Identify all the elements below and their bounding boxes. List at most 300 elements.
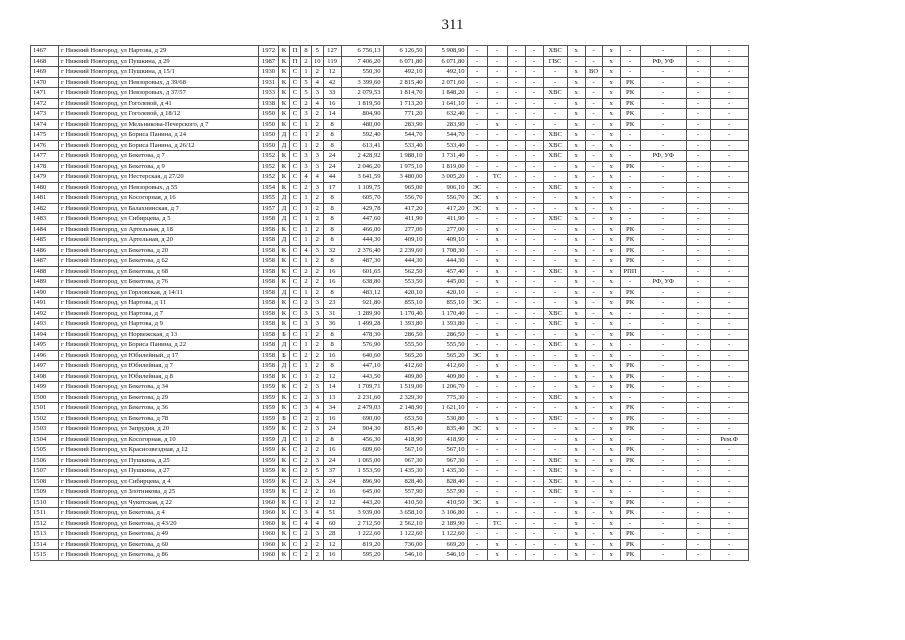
table-cell: х	[567, 203, 585, 214]
table-cell: -	[507, 508, 525, 519]
table-cell: 828,40	[383, 476, 425, 487]
table-cell: х	[602, 539, 620, 550]
table-cell: х	[602, 224, 620, 235]
table-cell: 277,00	[383, 224, 425, 235]
table-cell: -	[585, 245, 602, 256]
table-cell: -	[686, 476, 710, 487]
table-cell: -	[640, 98, 686, 109]
table-cell: х	[567, 277, 585, 288]
table-cell: 2 189,90	[425, 518, 467, 529]
table-cell: -	[640, 319, 686, 330]
table-cell: х	[602, 203, 620, 214]
table-cell: 8	[323, 287, 341, 298]
table-cell: г Нижний Новгород, ул Краснозвездная, д 12	[59, 445, 259, 456]
table-cell: 2	[312, 487, 324, 498]
table-cell: 8	[323, 193, 341, 204]
table-cell: -	[543, 67, 567, 78]
table-cell: х	[487, 203, 507, 214]
table-cell: РК	[620, 224, 640, 235]
table-cell: 1491	[31, 298, 59, 309]
table-cell: 418,90	[425, 434, 467, 445]
table-cell: 828,40	[425, 476, 467, 487]
table-cell: -	[585, 466, 602, 477]
table-cell: -	[467, 340, 487, 351]
table-cell: -	[620, 350, 640, 361]
table-cell: -	[686, 130, 710, 141]
table-row	[31, 445, 749, 456]
table-cell: -	[585, 413, 602, 424]
table-cell: -	[507, 256, 525, 267]
table-cell: 804,90	[341, 109, 383, 120]
table-cell: 2	[312, 67, 324, 78]
table-cell: -	[487, 476, 507, 487]
table-cell: 8	[323, 130, 341, 141]
table-cell: 1470	[31, 77, 59, 88]
table-cell: х	[602, 151, 620, 162]
table-cell: К	[279, 298, 290, 309]
table-row	[31, 424, 749, 435]
table-cell: К	[279, 476, 290, 487]
table-cell: К	[279, 518, 290, 529]
table-cell: г Нижний Новгород, ул Пушкина, д 25	[59, 455, 259, 466]
table-cell: -	[525, 161, 543, 172]
table-cell: -	[507, 424, 525, 435]
table-cell: 1490	[31, 287, 59, 298]
table-cell: -	[525, 382, 543, 393]
table-cell: ТС	[487, 172, 507, 183]
table-cell: 3	[312, 151, 324, 162]
table-cell: 1497	[31, 361, 59, 372]
table-cell: -	[686, 319, 710, 330]
table-cell: 4	[312, 172, 324, 183]
table-cell: -	[686, 424, 710, 435]
table-cell: -	[487, 298, 507, 309]
table-cell: 1950	[259, 109, 279, 120]
table-cell: -	[525, 466, 543, 477]
table-cell: -	[543, 161, 567, 172]
table-row	[31, 235, 749, 246]
table-cell: г Нижний Новгород, ул Запрудия, д 20	[59, 424, 259, 435]
table-cell: г Нижний Новгород, ул Бекетова, д 36	[59, 403, 259, 414]
table-cell: 1482	[31, 203, 59, 214]
table-cell: 2 148,90	[383, 403, 425, 414]
table-cell: -	[620, 182, 640, 193]
table-cell: 16	[323, 550, 341, 561]
table-cell: К	[279, 455, 290, 466]
table-cell: -	[525, 182, 543, 193]
table-cell: х	[487, 224, 507, 235]
table-cell: 1504	[31, 434, 59, 445]
table-cell: -	[686, 340, 710, 351]
table-cell: -	[710, 235, 748, 246]
table-cell: х	[567, 403, 585, 414]
table-cell: РК	[620, 161, 640, 172]
table-cell: -	[640, 497, 686, 508]
table-cell: 1468	[31, 56, 59, 67]
table-cell: -	[487, 445, 507, 456]
table-cell: х	[567, 151, 585, 162]
table-cell: х	[602, 182, 620, 193]
table-cell: 553,50	[383, 277, 425, 288]
table-cell: -	[620, 476, 640, 487]
table-cell: 1931	[259, 77, 279, 88]
table-cell: х	[602, 424, 620, 435]
table-cell: 1512	[31, 518, 59, 529]
table-cell: г Нижний Новгород, ул Бекетова, д 49	[59, 529, 259, 540]
table-cell: -	[507, 67, 525, 78]
table-cell: С	[290, 529, 301, 540]
table-cell: -	[640, 371, 686, 382]
table-cell: -	[585, 550, 602, 561]
table-cell: Б	[279, 329, 290, 340]
table-cell: РФ, УФ	[640, 151, 686, 162]
table-cell: С	[290, 466, 301, 477]
table-cell: 1514	[31, 539, 59, 550]
table-cell: -	[487, 109, 507, 120]
table-cell: -	[640, 67, 686, 78]
table-cell: 638,80	[341, 277, 383, 288]
table-cell: -	[467, 98, 487, 109]
table-cell: С	[290, 361, 301, 372]
table-cell: 4	[312, 508, 324, 519]
table-cell: 429,78	[341, 203, 383, 214]
table-cell: г Нижний Новгород, ул Косогорная, д 10	[59, 434, 259, 445]
table-cell: -	[640, 46, 686, 57]
table-cell: С	[290, 308, 301, 319]
table-cell: 1485	[31, 235, 59, 246]
table-cell: -	[640, 392, 686, 403]
table-cell: 1479	[31, 172, 59, 183]
table-cell: -	[507, 298, 525, 309]
table-cell: 8	[323, 203, 341, 214]
table-cell: х	[602, 119, 620, 130]
table-cell: 1 708,30	[425, 245, 467, 256]
table-row	[31, 67, 749, 78]
table-cell: -	[487, 67, 507, 78]
table-cell: -	[467, 329, 487, 340]
table-cell: 1	[301, 193, 312, 204]
table-cell: -	[487, 319, 507, 330]
table-cell: -	[525, 235, 543, 246]
table-cell: -	[525, 46, 543, 57]
table-cell: 1476	[31, 140, 59, 151]
table-cell: -	[507, 193, 525, 204]
table-cell: -	[525, 109, 543, 120]
table-cell: -	[620, 56, 640, 67]
table-cell: 1958	[259, 224, 279, 235]
table-cell: -	[686, 140, 710, 151]
table-cell: г Нижний Новгород, ул Бекетова, д 7	[59, 151, 259, 162]
table-cell: -	[507, 56, 525, 67]
table-cell: х	[567, 224, 585, 235]
table-cell: 1506	[31, 455, 59, 466]
table-cell: -	[487, 77, 507, 88]
table-cell: 28	[323, 529, 341, 540]
table-cell: 2 376,40	[341, 245, 383, 256]
table-row	[31, 382, 749, 393]
table-cell: 445,00	[425, 277, 467, 288]
table-cell: 6 071,80	[425, 56, 467, 67]
table-cell: 2 239,60	[383, 245, 425, 256]
table-cell: С	[290, 203, 301, 214]
table-cell: -	[507, 182, 525, 193]
table-cell: -	[620, 277, 640, 288]
table-cell: 2	[312, 413, 324, 424]
table-cell: 1930	[259, 67, 279, 78]
table-cell: 565,20	[383, 350, 425, 361]
table-cell: 1	[301, 329, 312, 340]
table-cell: х	[602, 256, 620, 267]
table-cell: 1	[301, 224, 312, 235]
table-cell: -	[525, 413, 543, 424]
table-cell: С	[290, 151, 301, 162]
table-cell: ЭС	[467, 203, 487, 214]
table-cell: 34	[323, 403, 341, 414]
table-cell: -	[640, 434, 686, 445]
table-cell: -	[543, 361, 567, 372]
table-cell: -	[686, 235, 710, 246]
table-cell: -	[543, 350, 567, 361]
table-cell: 8	[323, 256, 341, 267]
table-cell: 1502	[31, 413, 59, 424]
table-cell: 2	[312, 287, 324, 298]
table-cell: -	[487, 392, 507, 403]
table-cell: К	[279, 172, 290, 183]
table-cell: 456,30	[341, 434, 383, 445]
table-cell: -	[543, 77, 567, 88]
table-cell: х	[602, 508, 620, 519]
table-cell: 3	[301, 319, 312, 330]
table-cell: -	[543, 287, 567, 298]
table-cell: -	[525, 298, 543, 309]
table-cell: 3	[312, 392, 324, 403]
table-cell: ХВС	[543, 308, 567, 319]
table-cell: -	[525, 245, 543, 256]
table-row	[31, 298, 749, 309]
table-cell: 2	[301, 266, 312, 277]
table-cell: -	[686, 497, 710, 508]
table-cell: х	[567, 550, 585, 561]
table-cell: х	[567, 193, 585, 204]
table-cell: Б	[279, 413, 290, 424]
table-cell: 1960	[259, 539, 279, 550]
table-cell: -	[710, 245, 748, 256]
table-cell: К	[279, 256, 290, 267]
table-cell: К	[279, 109, 290, 120]
table-cell: С	[290, 382, 301, 393]
table-cell: 1	[301, 434, 312, 445]
table-cell: 1958	[259, 319, 279, 330]
table-cell: х	[602, 287, 620, 298]
table-cell: 1 393,80	[383, 319, 425, 330]
table-cell: -	[585, 329, 602, 340]
table-row	[31, 518, 749, 529]
table-cell: 492,10	[425, 67, 467, 78]
table-cell: 24	[323, 151, 341, 162]
table-cell: -	[525, 256, 543, 267]
table-cell: 835,40	[425, 424, 467, 435]
table-cell: -	[487, 403, 507, 414]
table-cell: С	[290, 98, 301, 109]
table-cell: РК	[620, 245, 640, 256]
table-cell: х	[567, 67, 585, 78]
table-cell: -	[686, 539, 710, 550]
table-cell: х	[602, 193, 620, 204]
table-cell: -	[710, 182, 748, 193]
table-cell: 12	[323, 67, 341, 78]
table-cell: 1958	[259, 256, 279, 267]
table-cell: 546,10	[425, 550, 467, 561]
table-cell: х	[487, 413, 507, 424]
table-cell: -	[525, 88, 543, 99]
table-cell: ХВС	[543, 182, 567, 193]
table-cell: 2	[312, 550, 324, 561]
table-row	[31, 319, 749, 330]
table-cell: 1 065,00	[341, 455, 383, 466]
table-cell: ХВС	[543, 319, 567, 330]
table-cell: х	[602, 319, 620, 330]
table-cell: г Нижний Новгород, ул Нартова, д 29	[59, 46, 259, 57]
table-row	[31, 119, 749, 130]
table-cell: -	[620, 308, 640, 319]
table-cell: 443,20	[341, 497, 383, 508]
table-cell: х	[602, 266, 620, 277]
table-cell: -	[640, 140, 686, 151]
table-cell: 1473	[31, 109, 59, 120]
table-cell: -	[640, 203, 686, 214]
table-cell: -	[507, 340, 525, 351]
table-cell: х	[602, 140, 620, 151]
table-cell: -	[467, 434, 487, 445]
table-cell: С	[290, 329, 301, 340]
table-cell: -	[686, 434, 710, 445]
table-row	[31, 130, 749, 141]
table-cell: 1958	[259, 350, 279, 361]
table-cell: -	[710, 77, 748, 88]
table-cell: -	[710, 46, 748, 57]
table-cell: -	[640, 161, 686, 172]
table-cell: -	[710, 109, 748, 120]
table-cell: 1950	[259, 140, 279, 151]
table-cell: 3	[312, 476, 324, 487]
table-cell: -	[585, 529, 602, 540]
table-cell: 1498	[31, 371, 59, 382]
table-cell: 1 641,10	[425, 98, 467, 109]
table-cell: -	[525, 518, 543, 529]
table-cell: -	[620, 172, 640, 183]
table-cell: С	[290, 340, 301, 351]
table-cell: х	[567, 424, 585, 435]
table-cell: 550,30	[341, 67, 383, 78]
table-row	[31, 476, 749, 487]
table-cell: -	[507, 518, 525, 529]
table-cell: -	[620, 130, 640, 141]
table-cell: х	[602, 371, 620, 382]
table-cell: -	[543, 539, 567, 550]
table-cell: х	[567, 308, 585, 319]
table-cell: 2 071,60	[425, 77, 467, 88]
table-cell: К	[279, 151, 290, 162]
table-cell: К	[279, 67, 290, 78]
table-cell: РК	[620, 109, 640, 120]
table-cell: 447,10	[341, 361, 383, 372]
table-cell: -	[620, 140, 640, 151]
table-cell: 3	[301, 308, 312, 319]
table-cell: 653,50	[383, 413, 425, 424]
table-cell: -	[507, 151, 525, 162]
table-cell: -	[686, 392, 710, 403]
table-cell: 533,40	[425, 140, 467, 151]
table-cell: 904,30	[341, 424, 383, 435]
table-cell: РПП	[620, 266, 640, 277]
table-cell: г Нижний Новгород, ул Бекетова, д 34	[59, 382, 259, 393]
table-cell: х	[567, 298, 585, 309]
table-cell: К	[279, 508, 290, 519]
table-cell: РК	[620, 329, 640, 340]
table-cell: С	[290, 266, 301, 277]
table-cell: -	[525, 203, 543, 214]
table-cell: -	[640, 224, 686, 235]
table-cell: 1959	[259, 487, 279, 498]
table-cell: -	[543, 329, 567, 340]
table-cell: 1957	[259, 203, 279, 214]
table-cell: С	[290, 371, 301, 382]
table-cell: -	[585, 277, 602, 288]
table-cell: 1486	[31, 245, 59, 256]
table-cell: -	[710, 445, 748, 456]
table-cell: 8	[323, 340, 341, 351]
table-cell: х	[602, 413, 620, 424]
table-cell: 443,50	[341, 371, 383, 382]
table-cell: г Нижний Новгород, ул Сибирцева, д 4	[59, 476, 259, 487]
table-cell: 492,10	[383, 67, 425, 78]
table-cell: -	[525, 67, 543, 78]
table-cell: -	[620, 392, 640, 403]
table-cell: 2	[301, 550, 312, 561]
table-cell: 2	[312, 193, 324, 204]
table-cell: х	[602, 403, 620, 414]
table-cell: х	[567, 98, 585, 109]
table-row	[31, 140, 749, 151]
table-cell: 557,90	[425, 487, 467, 498]
table-cell: 14	[323, 109, 341, 120]
table-cell: -	[585, 392, 602, 403]
table-cell: х	[567, 539, 585, 550]
table-cell: 2	[301, 382, 312, 393]
table-cell: -	[686, 98, 710, 109]
table-cell: 420,10	[383, 287, 425, 298]
table-cell: РФ, УФ	[640, 277, 686, 288]
table-cell: х	[602, 466, 620, 477]
table-cell: 16	[323, 350, 341, 361]
table-cell: -	[507, 98, 525, 109]
table-cell: ХВС	[543, 487, 567, 498]
table-cell: 2	[301, 350, 312, 361]
table-cell: 3	[301, 109, 312, 120]
table-cell: -	[686, 287, 710, 298]
table-cell: -	[686, 529, 710, 540]
table-cell: 5	[312, 466, 324, 477]
table-cell: -	[640, 298, 686, 309]
table-cell: 8	[323, 140, 341, 151]
table-cell: х	[487, 539, 507, 550]
table-cell: -	[710, 193, 748, 204]
table-cell: -	[620, 487, 640, 498]
table-cell: 1513	[31, 529, 59, 540]
table-cell: г Нижний Новгород, ул Нартова, д 9	[59, 319, 259, 330]
table-cell: С	[290, 277, 301, 288]
table-cell: 2	[312, 361, 324, 372]
